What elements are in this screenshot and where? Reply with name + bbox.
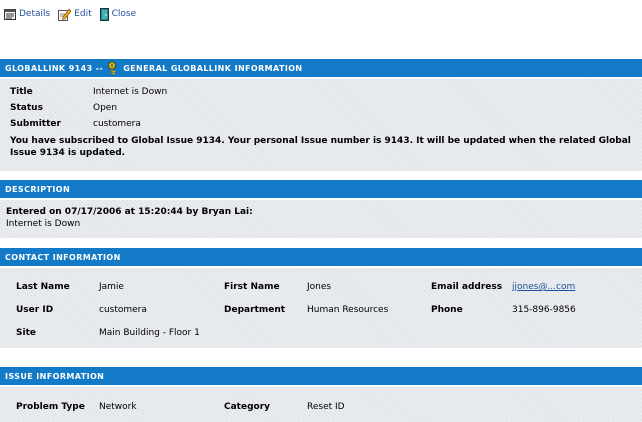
description-header	[0, 180, 642, 198]
department-label: Department	[224, 305, 286, 315]
title-value: Internet is Down	[93, 87, 168, 97]
globallink-id-label: GLOBALLINK 9143 --	[5, 63, 104, 73]
title-label: Title	[10, 87, 33, 97]
site-value: Main Building - Floor 1	[99, 328, 200, 338]
general-info-title: GENERAL GLOBALLINK INFORMATION	[123, 63, 303, 73]
key-icon	[107, 61, 119, 75]
description-text: Internet is Down	[6, 219, 81, 229]
first-name-value: Jones	[307, 282, 332, 292]
description-panel	[0, 200, 642, 238]
edit-label: Edit	[74, 9, 92, 19]
issue-info-header	[0, 367, 642, 385]
phone-label: Phone	[431, 305, 463, 315]
details-label: Details	[19, 9, 51, 19]
phone-value: 315-896-9856	[512, 305, 576, 315]
first-name-label: First Name	[224, 282, 280, 292]
site-label: Site	[16, 328, 36, 338]
contact-info-header	[0, 248, 642, 266]
problem-type-label: Problem Type	[16, 402, 85, 412]
user-id-value: customera	[99, 305, 147, 315]
details-button[interactable]	[4, 9, 50, 20]
close-button[interactable]	[100, 8, 137, 21]
category-value: Reset ID	[307, 402, 345, 412]
email-label: Email address	[431, 282, 503, 292]
last-name-value: Jamie	[99, 282, 124, 292]
toolbar	[4, 7, 144, 21]
department-value: Human Resources	[307, 305, 389, 315]
issue-info-title: ISSUE INFORMATION	[5, 371, 105, 381]
description-entry-line: Entered on 07/17/2006 at 15:20:44 by Bryan Lai:	[6, 207, 253, 217]
close-icon	[100, 8, 109, 21]
subscription-note: You have subscribed to Global Issue 9134. Your personal Issue number is 9143. It will be updated when the related Global Issue 9134 is updated.	[10, 136, 631, 158]
general-info-header	[0, 59, 642, 77]
close-label: Close	[111, 9, 137, 19]
general-info-panel	[0, 79, 642, 171]
problem-type-value: Network	[99, 402, 137, 412]
edit-icon	[58, 8, 71, 21]
email-link[interactable]: jjones@...com	[512, 282, 576, 292]
contact-info-title: CONTACT INFORMATION	[5, 252, 121, 262]
submitter-label: Submitter	[10, 119, 61, 129]
category-label: Category	[224, 402, 271, 412]
submitter-value: customera	[93, 119, 141, 129]
contact-info-panel	[0, 268, 642, 348]
edit-button[interactable]	[58, 8, 91, 21]
status-value: Open	[93, 103, 118, 113]
user-id-label: User ID	[16, 305, 54, 315]
description-title: DESCRIPTION	[5, 184, 71, 194]
details-icon	[4, 9, 16, 20]
issue-info-panel	[0, 387, 642, 422]
last-name-label: Last Name	[16, 282, 70, 292]
status-label: Status	[10, 103, 43, 113]
